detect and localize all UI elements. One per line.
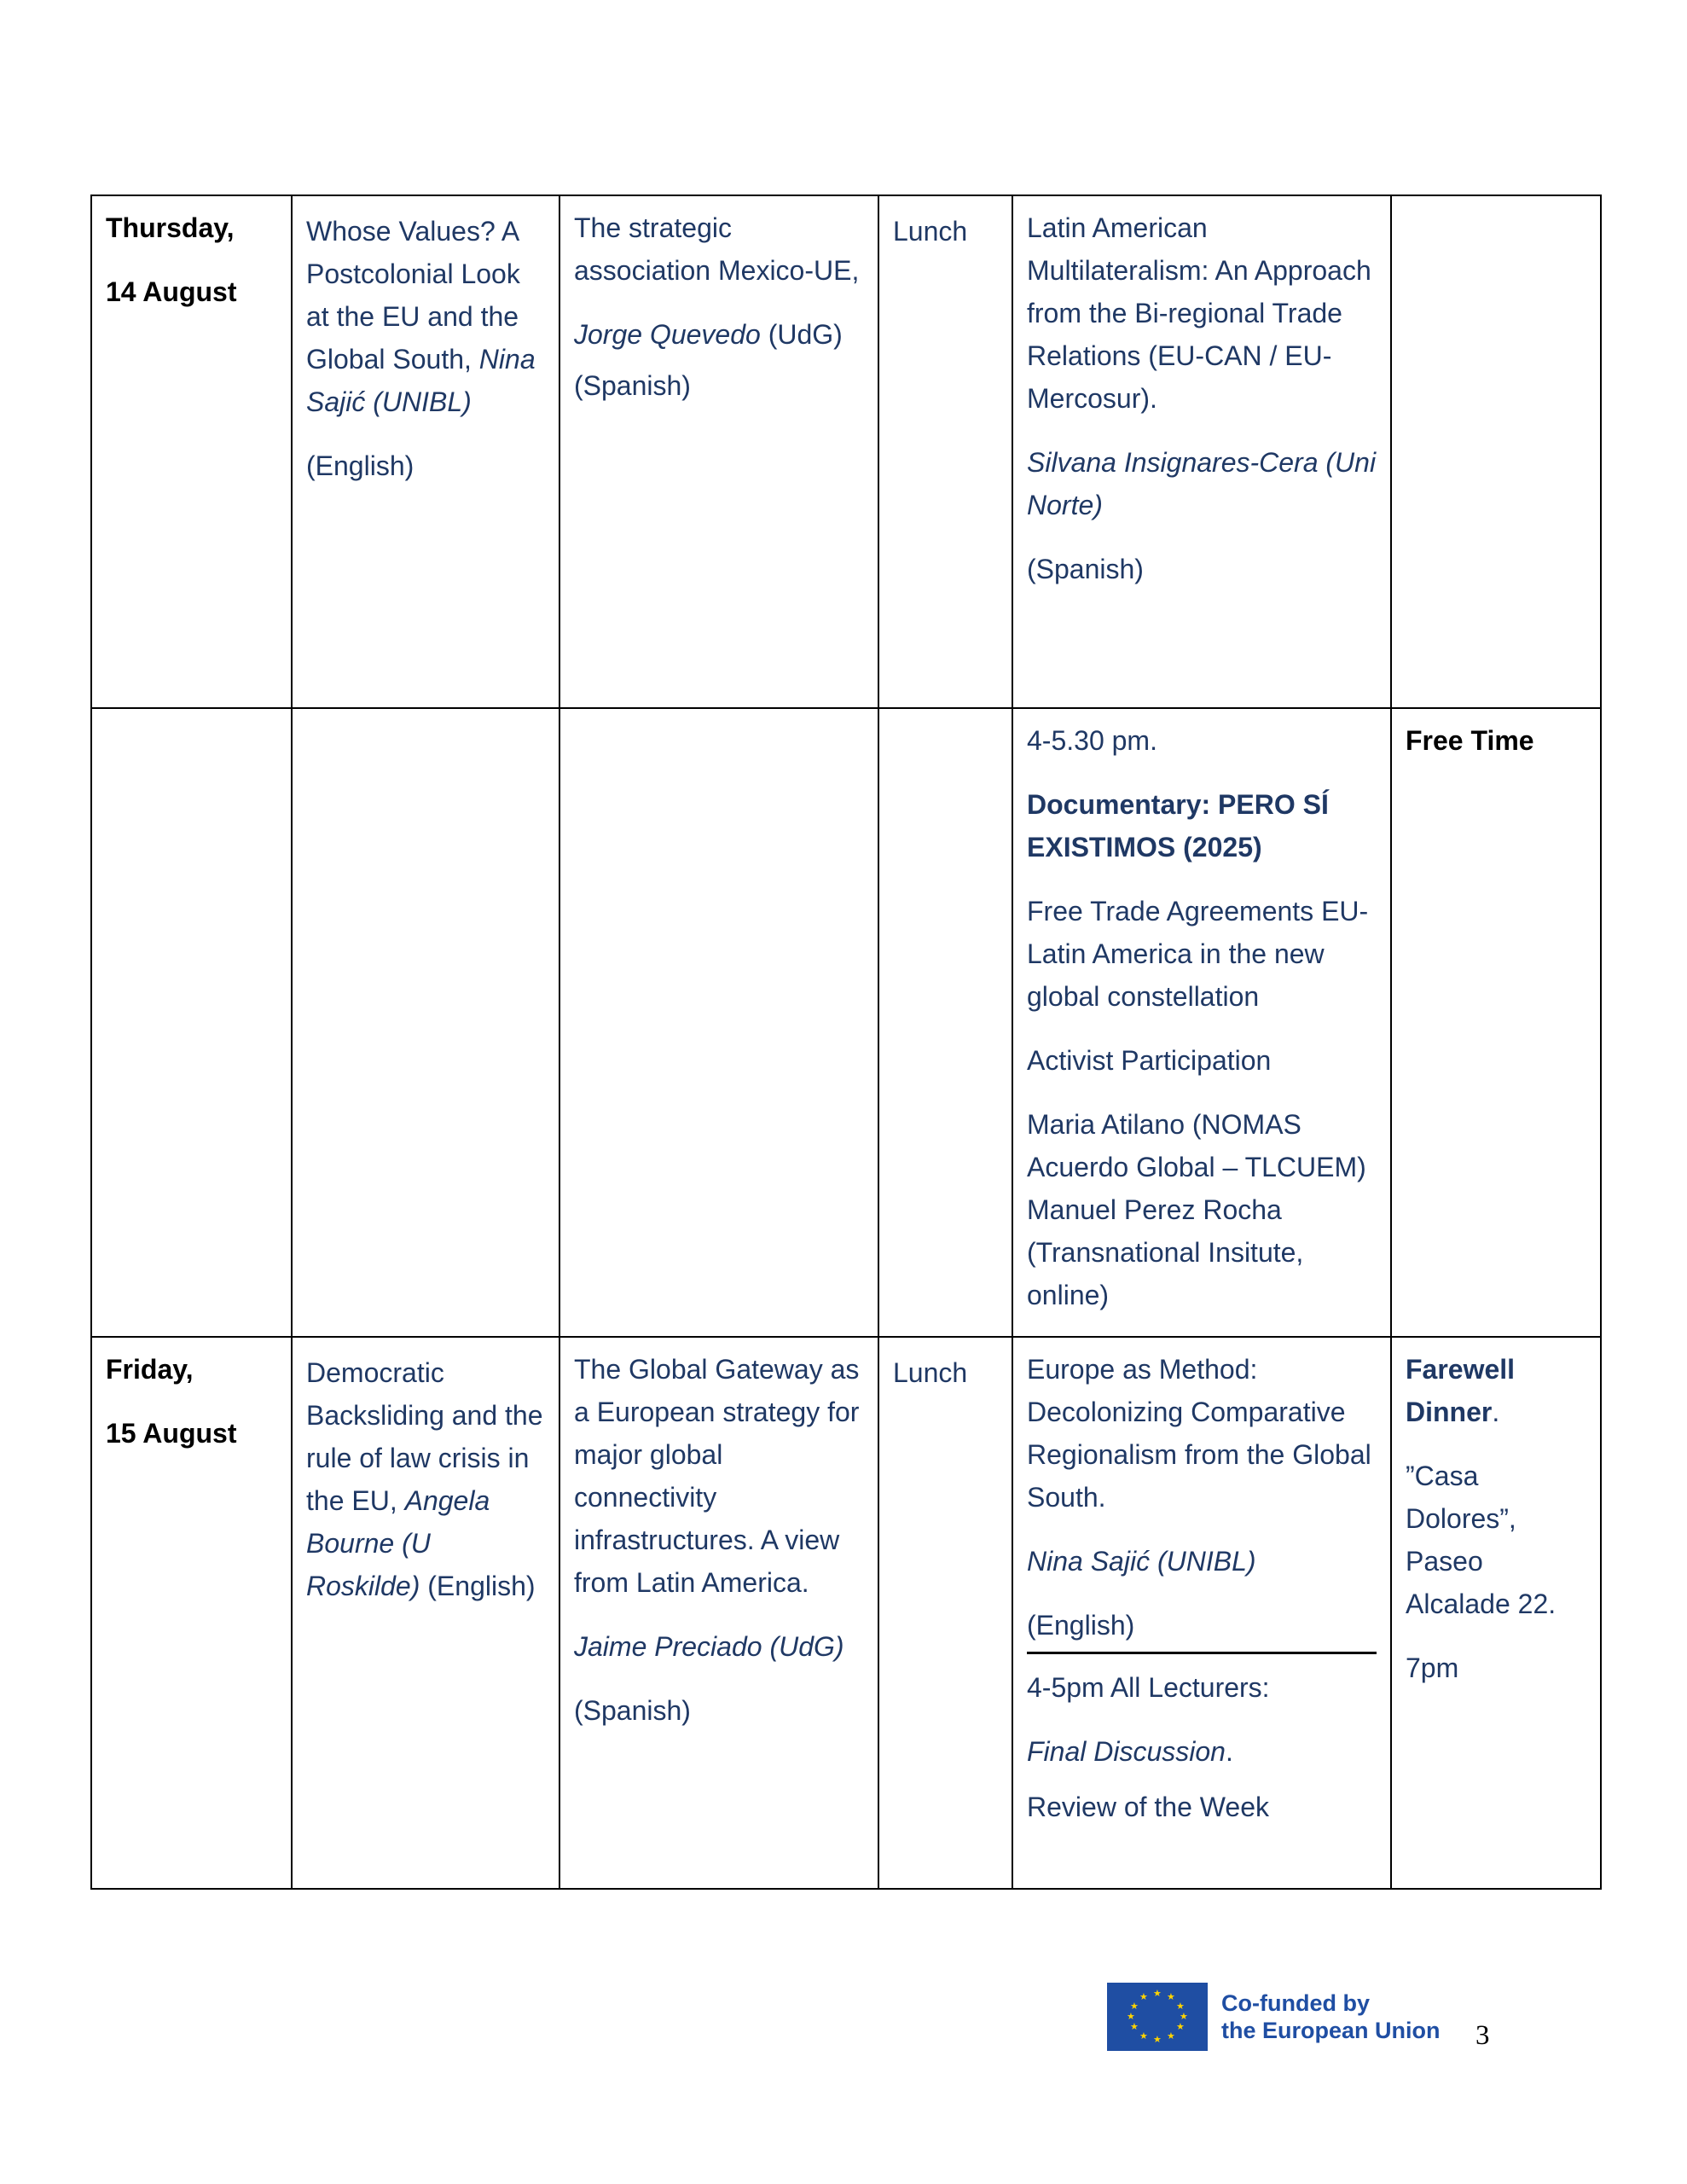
session-cell-1: [292, 708, 559, 1337]
date-label: 14 August: [106, 276, 237, 307]
lunch-label: Lunch: [893, 216, 968, 247]
dinner-time: 7pm: [1406, 1653, 1459, 1683]
evening-cell: [1391, 1337, 1601, 1889]
venue-address: ”Casa Dolores”, Paseo Alcalade 22.: [1406, 1461, 1557, 1619]
lunch-cell: [878, 1337, 1012, 1889]
session-cell-1: [292, 1337, 559, 1889]
table-row-documentary: [91, 708, 1601, 1337]
activist-label: Activist Participation: [1027, 1045, 1272, 1076]
evening-cell: [1391, 195, 1601, 708]
session-cell-3: [1012, 1337, 1391, 1889]
session-time: 4-5.30 pm.: [1027, 725, 1157, 756]
session-time: 4-5pm All Lecturers:: [1027, 1672, 1270, 1703]
documentary-topic: Free Trade Agreements EU-Latin America in the new global constellation: [1027, 896, 1369, 1012]
speaker-name: Nina Sajić (UNIBL): [1027, 1546, 1256, 1577]
eu-cofunded-logo: [1107, 1983, 1441, 2051]
farewell-dinner-label: Farewell Dinner: [1406, 1354, 1516, 1427]
session-title: Latin American Multilateralism: An Approach from the Bi-regional Trade Relations (EU-CAN / EU-Mercosur).: [1027, 212, 1371, 414]
session-title: Democratic Backsliding and the rule of law crisis in the EU,: [306, 1357, 543, 1516]
review-label: Review of the Week: [1027, 1792, 1269, 1822]
final-discussion-label: Final Discussion: [1027, 1736, 1226, 1767]
session-title: Whose Values? A Postcolonial Look at the EU and the Global South,: [306, 216, 520, 375]
session-cell-3: [1012, 195, 1391, 708]
day-label: Friday,: [106, 1354, 194, 1385]
evening-cell: [1391, 708, 1601, 1337]
lunch-cell: [878, 195, 1012, 708]
date-label: 15 August: [106, 1418, 237, 1449]
session-cell-2: [559, 195, 878, 708]
speaker-affiliation: (UdG): [768, 319, 843, 350]
schedule-table: [90, 195, 1602, 1890]
day-cell: [91, 195, 292, 708]
lunch-cell: [878, 708, 1012, 1337]
language-label: (Spanish): [1027, 554, 1144, 584]
language-label: (Spanish): [574, 1695, 691, 1726]
day-cell: [91, 708, 292, 1337]
cofunded-text: Co-funded by the European Union: [1221, 1990, 1441, 2043]
speaker-name: Nina Sajić (UNIBL): [306, 344, 536, 417]
session-title: Europe as Method: Decolonizing Comparative Regionalism from the Global South.: [1027, 1354, 1371, 1513]
session-cell-1: [292, 195, 559, 708]
documentary-title: Documentary: PERO SÍ EXISTIMOS (2025): [1027, 789, 1329, 863]
day-label: Thursday,: [106, 212, 235, 243]
language-label: (English): [306, 450, 415, 481]
guest-list: Maria Atilano (NOMAS Acuerdo Global – TLCUEM) Manuel Perez Rocha (Transnational Insitute, online): [1027, 1109, 1366, 1310]
day-cell: [91, 1337, 292, 1889]
lunch-label: Lunch: [893, 1357, 968, 1388]
eu-flag-icon: ★ ★ ★ ★ ★ ★ ★ ★ ★ ★ ★ ★: [1107, 1983, 1208, 2051]
final-discussion-tail: .: [1225, 1736, 1233, 1767]
divider: [1027, 1652, 1377, 1654]
speaker-name: Jaime Preciado (UdG): [574, 1631, 844, 1662]
language-label: (Spanish): [574, 370, 691, 401]
table-row-thursday: [91, 195, 1601, 708]
documentary-cell: [1012, 708, 1391, 1337]
speaker-name: Jorge Quevedo: [574, 319, 761, 350]
page-number: 3: [1475, 2020, 1490, 2051]
language-label: (English): [1027, 1610, 1135, 1641]
speaker-name: Silvana Insignares-Cera (Uni Norte): [1027, 447, 1377, 520]
session-title: The Global Gateway as a European strategy for major global connectivity infrastructures. A view from Latin America.: [574, 1354, 860, 1598]
session-cell-2: [559, 1337, 878, 1889]
session-title: The strategic association Mexico-UE,: [574, 212, 860, 286]
free-time-label: Free Time: [1406, 725, 1534, 756]
session-cell-2: [559, 708, 878, 1337]
language-label: (English): [427, 1571, 536, 1601]
speaker-name: Angela Bourne (U Roskilde): [306, 1485, 490, 1601]
farewell-dinner-tail: .: [1492, 1397, 1500, 1427]
table-row-friday: [91, 1337, 1601, 1889]
